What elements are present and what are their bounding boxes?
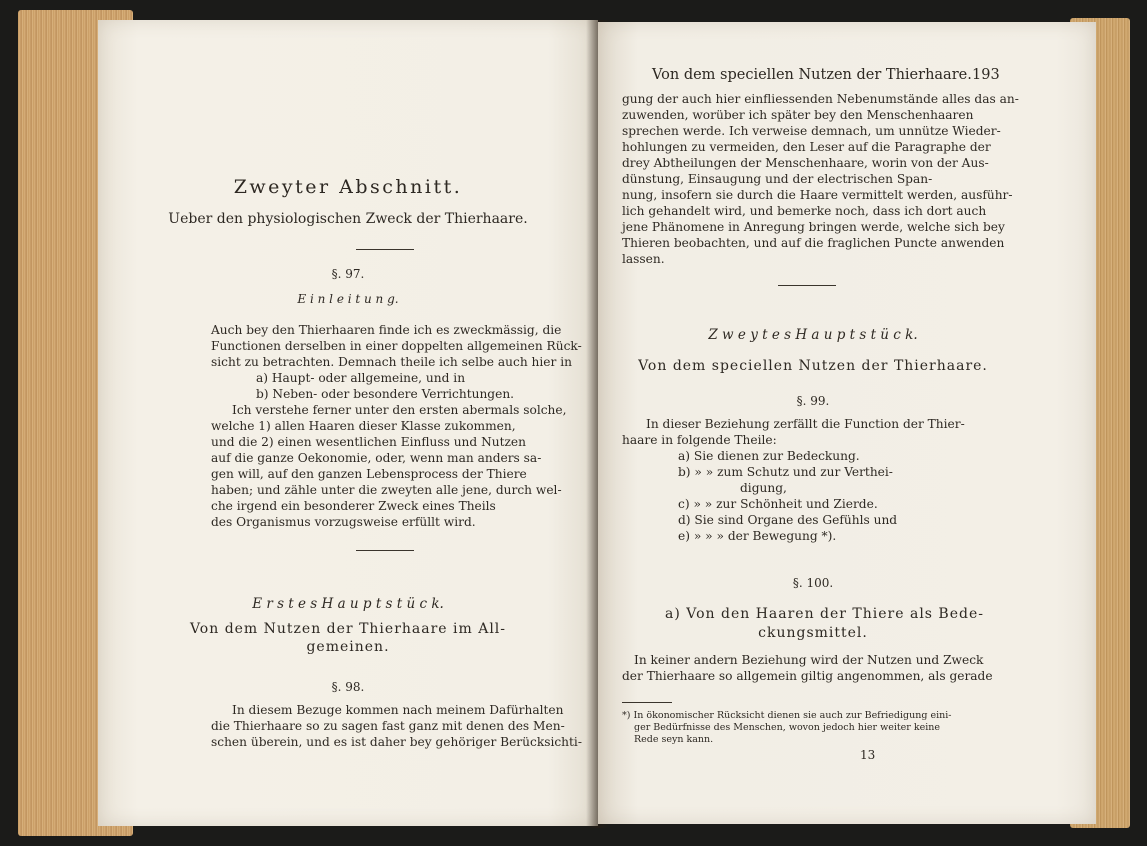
text-line: gen will, auf den ganzen Lebensprocess der Thiere — [211, 467, 527, 481]
text-line: die Thierhaare so zu sagen fast ganz mit denen des Men- — [211, 719, 565, 733]
text-line: Thieren beobachten, und auf die fraglichen Puncte anwenden — [622, 236, 1005, 250]
left-page — [98, 20, 598, 826]
text-line: sprechen werde. Ich verweise demnach, um unnütze Wieder- — [622, 124, 1001, 138]
divider — [356, 550, 414, 551]
einleitung-heading: E i n l e i t u n g. — [297, 292, 399, 306]
list-item: b) » » zum Schutz und zur Verthei- — [678, 465, 893, 479]
text-line: sicht zu betrachten. Demnach theile ich selbe auch hier in — [211, 355, 572, 369]
text-line: der Thierhaare so allgemein giltig angenommen, als gerade — [622, 669, 993, 683]
paragraph-100-heading: §. 100. — [792, 576, 834, 590]
list-item: e) » » » der Bewegung *). — [678, 529, 837, 543]
text-line: b) Neben- oder besondere Verrichtungen. — [256, 387, 515, 401]
text-line: auf die ganze Oekonomie, oder, wenn man anders sa- — [211, 451, 542, 465]
text-line: gung der auch hier einfliessenden Nebenumstände alles das an- — [622, 92, 1019, 106]
footnote-line: *) In ökonomischer Rücksicht dienen sie auch zur Befriedigung eini- — [622, 710, 952, 721]
text-line: che irgend ein besonderer Zweck eines Theils — [211, 499, 496, 513]
footnote-rule — [622, 702, 672, 703]
text-line: haare in folgende Theile: — [622, 433, 777, 447]
zweytes-hauptstueck-heading: Z w e y t e s H a u p t s t ü c k. — [708, 327, 918, 343]
text-line: schen überein, und es ist daher bey gehöriger Berücksichti- — [211, 735, 582, 749]
chapter-title: Von dem speciellen Nutzen der Thierhaare. — [638, 358, 988, 374]
list-item: d) Sie sind Organe des Gefühls und — [678, 513, 898, 527]
text-line: a) Haupt- oder allgemeine, und in — [256, 371, 466, 385]
subsection-title-line-2: ckungsmittel. — [758, 625, 868, 641]
signature-mark: 13 — [860, 748, 876, 762]
paragraph-97-heading: §. 97. — [331, 267, 365, 281]
section-title: Zweyter Abschnitt. — [233, 176, 463, 198]
text-line: des Organismus vorzugsweise erfüllt wird. — [211, 515, 476, 529]
section-subtitle: Ueber den physiologischen Zweck der Thierhaare. — [168, 211, 528, 227]
text-line: In diesem Bezuge kommen nach meinem Dafürhalten — [232, 703, 564, 717]
text-line: und die 2) einen wesentlichen Einfluss und Nutzen — [211, 435, 526, 449]
list-item: digung, — [740, 481, 787, 495]
divider — [778, 285, 836, 286]
text-line: drey Abtheilungen der Menschenhaare, worin von der Aus- — [622, 156, 989, 170]
subsection-title-line-1: a) Von den Haaren der Thiere als Bede- — [665, 606, 984, 622]
text-line: nung, insofern sie durch die Haare vermittelt werden, ausführ- — [622, 188, 1013, 202]
text-line: hohlungen zu vermeiden, den Leser auf die Paragraphe der — [622, 140, 991, 154]
list-item: a) Sie dienen zur Bedeckung. — [678, 449, 860, 463]
running-head: Von dem speciellen Nutzen der Thierhaare. — [652, 67, 972, 83]
text-line: haben; und zähle unter die zweyten alle jene, durch wel- — [211, 483, 562, 497]
page-number: 193 — [972, 67, 1000, 83]
text-line: In dieser Beziehung zerfällt die Function der Thier- — [646, 417, 965, 431]
footnote-line: ger Bedürfnisse des Menschen, wovon jedoch hier weiter keine — [634, 722, 941, 733]
text-line: lassen. — [622, 252, 665, 266]
chapter-title-line-2: gemeinen. — [306, 639, 390, 655]
paragraph-98-heading: §. 98. — [331, 680, 365, 694]
footnote-line: Rede seyn kann. — [634, 734, 714, 745]
divider — [356, 249, 414, 250]
right-page — [598, 22, 1096, 824]
text-line: lich gehandelt wird, und bemerke noch, dass ich dort auch — [622, 204, 987, 218]
text-line: In keiner andern Beziehung wird der Nutzen und Zweck — [634, 653, 984, 667]
text-line: Functionen derselben in einer doppelten allgemeinen Rück- — [211, 339, 582, 353]
text-line: dünstung, Einsaugung und der electrischen Span- — [622, 172, 933, 186]
text-line: Auch bey den Thierhaaren finde ich es zweckmässig, die — [211, 323, 562, 337]
chapter-title-line-1: Von dem Nutzen der Thierhaare im All- — [189, 621, 507, 637]
text-line: welche 1) allen Haaren dieser Klasse zukommen, — [211, 419, 516, 433]
paragraph-99-heading: §. 99. — [796, 394, 830, 408]
text-line: zuwenden, worüber ich später bey den Menschenhaaren — [622, 108, 974, 122]
list-item: c) » » zur Schönheit und Zierde. — [678, 497, 878, 511]
text-line: Ich verstehe ferner unter den ersten abermals solche, — [232, 403, 567, 417]
erstes-hauptstueck-heading: E r s t e s H a u p t s t ü c k. — [252, 596, 444, 612]
text-line: jene Phänomene in Anregung bringen werde, welche sich bey — [622, 220, 1005, 234]
